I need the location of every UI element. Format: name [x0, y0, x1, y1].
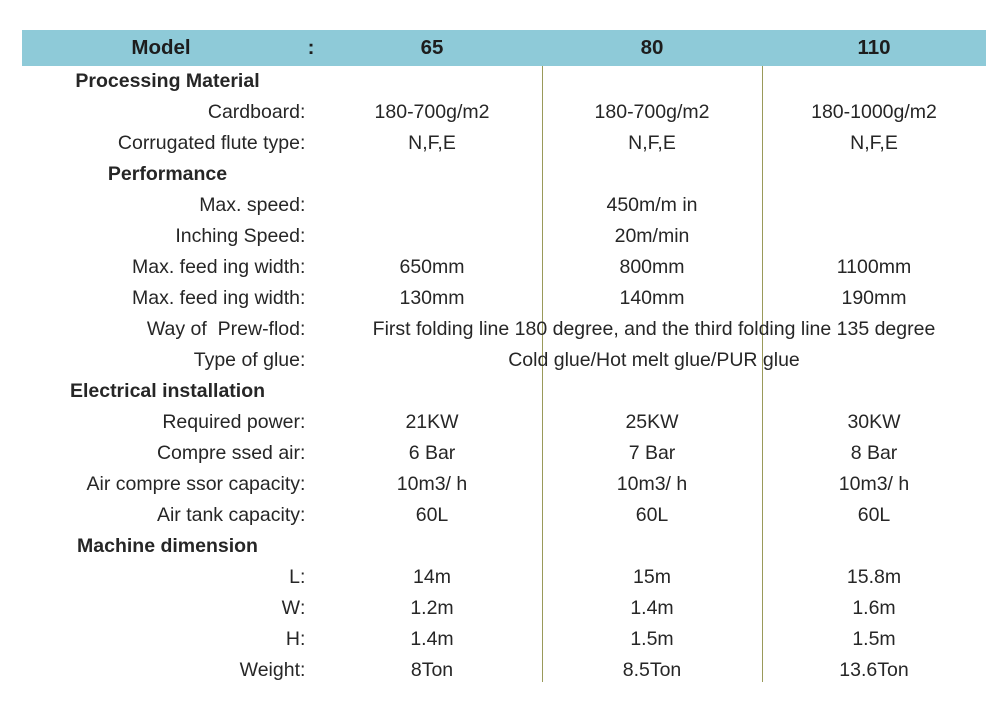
section-filler [542, 66, 762, 97]
section-row [22, 66, 986, 97]
row-label: Max. feed ing width [131, 255, 300, 278]
row-value-110: 1.6m [852, 596, 896, 619]
table-row [22, 655, 986, 686]
row-value-65: 6 Bar [408, 441, 456, 464]
row-value-65: 8Ton [410, 658, 454, 681]
table-row [22, 97, 986, 128]
row-value-65: 1.4m [410, 627, 454, 650]
table-row [22, 345, 986, 376]
row-value-80: 20m/min [614, 224, 690, 247]
section-filler [322, 376, 542, 407]
header-model-80: 80 [542, 30, 762, 66]
row-colon: : [300, 224, 306, 247]
section-title-1: Performance [107, 162, 228, 185]
row-colon: : [300, 565, 306, 588]
row-value-80: 25KW [625, 410, 679, 433]
row-value-65 [322, 221, 542, 252]
table-header-row [22, 30, 986, 66]
row-value-110: 1100mm [836, 255, 912, 278]
row-value-80: 60L [635, 503, 669, 526]
row-value-80: 140mm [619, 286, 685, 309]
row-value-80: 800mm [619, 255, 685, 278]
header-colon: : [300, 30, 322, 66]
row-value-80: 15m [633, 565, 671, 588]
row-colon: : [300, 131, 306, 154]
row-value-110: 1.5m [852, 627, 896, 650]
row-value-65: 14m [413, 565, 451, 588]
section-title-2: Electrical installation [69, 379, 266, 402]
section-row [22, 159, 986, 190]
row-colon: : [300, 348, 306, 371]
row-colon: : [300, 441, 306, 464]
header-model-65: 65 [322, 30, 542, 66]
table-row [22, 624, 986, 655]
row-colon: : [300, 658, 306, 681]
table-row [22, 221, 986, 252]
row-colon: : [300, 503, 306, 526]
section-filler [542, 531, 762, 562]
section-title-3: Machine dimension [77, 534, 258, 557]
row-label: Way of Prew-flod [146, 317, 300, 340]
row-label: Max. speed [199, 193, 300, 216]
table-row [22, 128, 986, 159]
row-colon: : [300, 317, 306, 340]
row-value-65: 650mm [399, 255, 465, 278]
table-row [22, 469, 986, 500]
table-body [22, 30, 986, 686]
row-label: Max. feed ing width [131, 286, 300, 309]
section-filler [762, 66, 986, 97]
row-value-110: 190mm [841, 286, 907, 309]
row-colon: : [300, 472, 306, 495]
row-value-65: 1.2m [410, 596, 454, 619]
row-value-80: N,F,E [628, 131, 676, 154]
header-model-label: Model [22, 30, 300, 66]
row-value-65: 21KW [405, 410, 459, 433]
row-label: H [285, 627, 300, 650]
section-filler [762, 531, 986, 562]
row-label: Inching Speed [175, 224, 300, 247]
row-value-80: 8.5Ton [622, 658, 682, 681]
row-label: Air compre ssor capacity [86, 472, 300, 495]
table-row [22, 314, 986, 345]
row-label: Required power [162, 410, 300, 433]
row-value-80: 450m/m in [606, 193, 698, 216]
row-colon: : [300, 193, 306, 216]
row-value-span-all: First folding line 180 degree, and the third folding line 135 degree [372, 317, 936, 340]
row-value-110 [762, 190, 986, 221]
row-colon: : [300, 255, 306, 278]
row-value-80: 1.4m [630, 596, 674, 619]
row-value-65: 130mm [399, 286, 465, 309]
header-model-110: 110 [762, 30, 986, 66]
row-value-110: 30KW [847, 410, 901, 433]
section-filler [542, 159, 762, 190]
row-value-110: 13.6Ton [839, 658, 909, 681]
row-value-80: 7 Bar [628, 441, 676, 464]
row-value-110: 10m3/ h [838, 472, 910, 495]
specification-table [22, 30, 986, 686]
row-value-110: N,F,E [850, 131, 898, 154]
section-filler [542, 376, 762, 407]
table-row [22, 500, 986, 531]
section-title-0: Processing Material [75, 69, 260, 92]
row-label: Air tank capacity [156, 503, 300, 526]
section-filler [762, 159, 986, 190]
row-colon: : [300, 100, 306, 123]
row-value-80: 10m3/ h [616, 472, 688, 495]
row-colon: : [300, 627, 306, 650]
table-row [22, 593, 986, 624]
row-label: L [289, 565, 300, 588]
row-label: Compre ssed air [156, 441, 300, 464]
row-value-65: 180-700g/m2 [374, 100, 490, 123]
table-row [22, 283, 986, 314]
section-filler [762, 376, 986, 407]
row-value-80: 1.5m [630, 627, 674, 650]
row-value-65: 10m3/ h [396, 472, 468, 495]
section-filler [322, 159, 542, 190]
row-value-110: 60L [857, 503, 891, 526]
table-row [22, 438, 986, 469]
section-row [22, 531, 986, 562]
row-colon: : [300, 410, 306, 433]
row-value-110 [762, 221, 986, 252]
table-row [22, 190, 986, 221]
row-label: Cardboard [207, 100, 300, 123]
table-row [22, 407, 986, 438]
table-row [22, 562, 986, 593]
row-value-65: 60L [415, 503, 449, 526]
table-row [22, 252, 986, 283]
row-label: W [281, 596, 300, 619]
row-value-80: 180-700g/m2 [594, 100, 710, 123]
row-value-65: N,F,E [408, 131, 456, 154]
row-value-110: 8 Bar [850, 441, 898, 464]
row-label: Corrugated flute type [117, 131, 300, 154]
row-label: Weight [239, 658, 300, 681]
row-colon: : [300, 286, 306, 309]
section-row [22, 376, 986, 407]
row-colon: : [300, 596, 306, 619]
row-value-110: 180-1000g/m2 [811, 100, 937, 123]
row-value-110: 15.8m [846, 565, 902, 588]
row-value-65 [322, 190, 542, 221]
row-value-span-all: Cold glue/Hot melt glue/PUR glue [508, 348, 800, 371]
section-filler [322, 66, 542, 97]
row-label: Type of glue [193, 348, 300, 371]
section-filler [322, 531, 542, 562]
